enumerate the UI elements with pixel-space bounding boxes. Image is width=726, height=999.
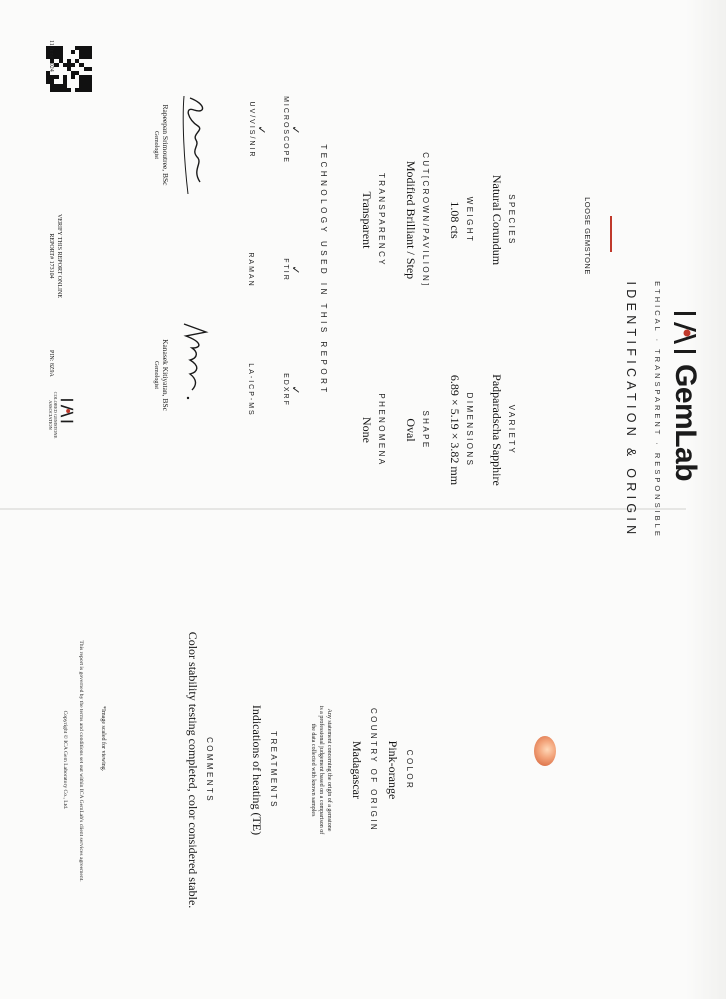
variety-label: VARIETY bbox=[507, 404, 516, 456]
phenomena-label: PHENOMENA bbox=[377, 393, 386, 467]
cut-label: CUT[CROWN/PAVILION] bbox=[421, 152, 430, 288]
shape-label: SHAPE bbox=[421, 410, 430, 450]
member-badge: COLORED GEMSTONE ASSOCIATION bbox=[48, 391, 58, 439]
shape-value: Oval bbox=[404, 418, 418, 442]
qr-module bbox=[59, 88, 63, 92]
signatory-2-name: Kanasek Kitiyatan, BSc bbox=[161, 339, 170, 411]
cut-value: Modified Brilliant / Step bbox=[404, 160, 418, 280]
treatments-label: TREATMENTS bbox=[269, 731, 278, 809]
transparency-label: TRANSPARENCY bbox=[377, 173, 386, 267]
terms-text: This report is governed by the terms and conditions set out within ICA GemLab's client services agreement. bbox=[78, 640, 84, 882]
tech-label: MICROSCOPE bbox=[282, 96, 289, 164]
signatory-2-role: Gemologist bbox=[153, 361, 159, 389]
copyright-text: Copyright © ICA Gem Laboratory Co., Ltd. bbox=[62, 710, 68, 810]
origin-label: COUNTRY OF ORIGIN bbox=[369, 707, 378, 833]
origin-note-3: the data collected with known samples bbox=[310, 723, 316, 817]
color-label: COLOR bbox=[405, 749, 414, 791]
weight-value: 1.08 cts bbox=[448, 201, 462, 239]
origin-note-1: Any statement concerning the origin of a gemstone bbox=[326, 708, 332, 832]
phenomena-value: None bbox=[360, 417, 374, 443]
member-logo-icon bbox=[58, 398, 76, 424]
verify-line-1: VERIFY THIS REPORT ONLINE bbox=[56, 213, 62, 299]
qr-module bbox=[67, 88, 71, 92]
tech-label: UV/VIS/NIR bbox=[248, 101, 255, 159]
brand-name: GemLab bbox=[669, 364, 702, 482]
qr-module bbox=[71, 88, 75, 92]
tech-label: LA-ICP-MS bbox=[247, 363, 254, 417]
tech-label: EDXRF bbox=[282, 373, 289, 407]
comments-value: Color stability testing completed, color considered stable. bbox=[186, 631, 200, 909]
report-date: 11 June 2024 bbox=[48, 40, 54, 72]
qr-module bbox=[88, 88, 92, 92]
tech-label: FTIR bbox=[282, 258, 289, 282]
species-label: SPECIES bbox=[507, 194, 516, 246]
check-icon: ✓ bbox=[289, 125, 302, 135]
weight-label: WEIGHT bbox=[465, 196, 474, 244]
transparency-value: Transparent bbox=[360, 191, 374, 249]
title-underline bbox=[610, 216, 612, 252]
species-value: Natural Corundum bbox=[490, 174, 504, 266]
report-pin: PIN: 8Z9A bbox=[48, 350, 54, 377]
check-icon: ✓ bbox=[255, 125, 268, 135]
check-icon: ✓ bbox=[289, 265, 302, 275]
brand-logo bbox=[668, 310, 702, 481]
report-subtitle: LOOSE GEMSTONE bbox=[583, 197, 592, 275]
origin-value: Madagascar bbox=[350, 741, 364, 799]
qr-module bbox=[75, 88, 79, 92]
tech-ftir bbox=[282, 225, 302, 315]
technology-title: TECHNOLOGY USED IN THIS REPORT bbox=[319, 144, 328, 396]
tech-microscope bbox=[282, 85, 302, 175]
tech-raman bbox=[247, 225, 254, 315]
report-title: IDENTIFICATION & ORIGIN bbox=[624, 281, 638, 539]
gemlab-logo-icon bbox=[671, 310, 699, 356]
check-icon: ✓ bbox=[289, 385, 302, 395]
qr-module bbox=[79, 88, 83, 92]
variety-value: Padparadscha Sapphire bbox=[490, 374, 504, 486]
comments-label: COMMENTS bbox=[205, 737, 214, 803]
signatory-1-name: Rapeepan Srimoutree, BSc bbox=[161, 104, 170, 186]
tech-uv-vis-nir bbox=[248, 85, 268, 175]
dimensions-value: 6.89 × 5.19 × 3.82 mm bbox=[448, 374, 462, 486]
treatments-value: Indications of heating (TE) bbox=[250, 704, 264, 836]
qr-module bbox=[84, 88, 88, 92]
signature-kanasek bbox=[176, 318, 212, 408]
dimensions-label: DIMENSIONS bbox=[465, 392, 474, 468]
brand-tagline: ETHICAL · TRANSPARENT · RESPONSIBLE bbox=[653, 281, 662, 539]
qr-module bbox=[54, 88, 58, 92]
signature-rapeepan bbox=[176, 90, 212, 200]
image-note: *Image scaled for viewing. bbox=[100, 706, 106, 772]
origin-note-2: is a professional judgement based on a comparison of bbox=[318, 705, 324, 835]
color-value: Pink-orange bbox=[386, 740, 400, 800]
gemstone-image bbox=[534, 736, 556, 766]
tech-la-icp-ms bbox=[247, 345, 254, 435]
tech-label: RAMAN bbox=[247, 252, 254, 288]
tech-edxrf bbox=[282, 345, 302, 435]
verify-line-2: REPORT# 173104 bbox=[48, 233, 54, 279]
signatory-1-role: Gemologist bbox=[153, 131, 159, 159]
qr-module bbox=[63, 88, 67, 92]
